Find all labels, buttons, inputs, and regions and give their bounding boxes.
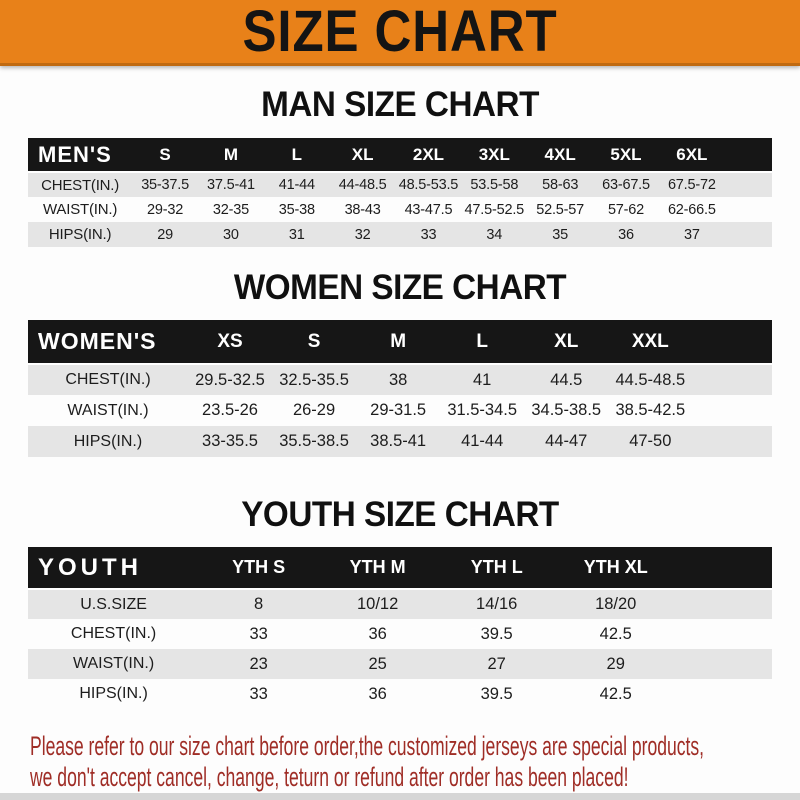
column-header: 3XL	[478, 144, 510, 164]
value-cell: 58-63	[542, 177, 579, 193]
column-header: 4XL	[544, 144, 576, 164]
value-cell: 36	[368, 684, 387, 703]
value-cell: 41-44	[461, 432, 504, 450]
header-spacer	[692, 320, 772, 364]
column-header: L	[291, 144, 302, 164]
youth-section-heading: YOUTH SIZE CHART	[241, 495, 559, 534]
value-cell: 31	[288, 226, 305, 243]
value-cell: 39.5	[480, 684, 513, 703]
women-size-table	[28, 320, 772, 457]
value-cell: 10/12	[357, 595, 399, 613]
value-cell: 32	[354, 226, 371, 243]
spacer-cell	[675, 619, 772, 649]
value-cell: 44.5-48.5	[615, 370, 686, 389]
value-cell: 29	[157, 226, 173, 243]
value-cell: 33-35.5	[202, 432, 258, 450]
table-row	[28, 172, 772, 197]
value-cell: 38.5-42.5	[615, 401, 686, 419]
charts-area	[0, 87, 800, 709]
value-cell: 33	[249, 624, 268, 643]
row-label-cell: WAIST(IN.)	[67, 401, 149, 419]
table-row	[28, 197, 772, 222]
column-header: M	[223, 144, 238, 164]
column-header: M	[390, 330, 407, 352]
row-label-cell: U.S.SIZE	[80, 595, 147, 613]
value-cell: 33	[420, 226, 437, 243]
spacer-cell	[675, 649, 772, 679]
value-cell: 29.5-32.5	[195, 370, 265, 389]
column-header: XXL	[631, 330, 669, 352]
footer-note	[30, 731, 800, 793]
value-cell: 47.5-52.5	[464, 201, 525, 218]
value-cell: 53.5-58	[470, 177, 519, 193]
table-body	[28, 364, 772, 457]
table-row	[28, 589, 772, 619]
value-cell: 36	[618, 226, 634, 243]
row-label-cell: HIPS(IN.)	[79, 685, 148, 702]
value-cell: 34	[486, 226, 503, 243]
value-cell: 57-62	[607, 201, 645, 218]
value-cell: 18/20	[595, 595, 637, 613]
table-title-cell: WOMEN'S	[38, 328, 157, 354]
bottom-strip	[0, 793, 800, 800]
value-cell: 36	[368, 624, 387, 643]
spacer-cell	[675, 589, 772, 619]
table-header	[28, 547, 772, 589]
value-cell: 35-38	[278, 201, 315, 218]
table-row	[28, 679, 772, 709]
value-cell: 34.5-38.5	[531, 401, 602, 419]
column-header: 2XL	[412, 144, 445, 164]
value-cell: 62-66.5	[667, 201, 716, 218]
value-cell: 33	[249, 684, 268, 703]
column-header: YTH M	[349, 557, 406, 577]
youth-size-table	[28, 547, 772, 709]
row-label-cell: WAIST(IN.)	[43, 201, 118, 218]
spacer-cell	[725, 222, 772, 247]
value-cell: 37	[683, 226, 700, 243]
value-cell: 47-50	[629, 432, 672, 450]
section-women	[0, 270, 800, 457]
banner	[0, 0, 800, 66]
table-row	[28, 619, 772, 649]
value-cell: 32.5-35.5	[279, 370, 349, 389]
row-label-cell: CHEST(IN.)	[65, 371, 151, 388]
spacer-cell	[725, 172, 772, 197]
table-header	[28, 138, 772, 172]
value-cell: 25	[368, 654, 387, 673]
value-cell: 35-37.5	[141, 177, 189, 193]
footer-note-text	[30, 731, 705, 793]
value-cell: 41	[473, 370, 492, 389]
value-cell: 52.5-57	[536, 201, 585, 218]
column-header: S	[307, 330, 321, 352]
spacer-cell	[692, 364, 772, 395]
spacer-cell	[675, 679, 772, 709]
value-cell: 23.5-26	[202, 401, 258, 419]
table-body	[28, 172, 772, 247]
value-cell: 35	[552, 226, 568, 243]
value-cell: 63-67.5	[602, 177, 650, 193]
women-section-heading: WOMEN SIZE CHART	[233, 268, 567, 307]
value-cell: 14/16	[476, 595, 518, 613]
value-cell: 39.5	[480, 624, 513, 643]
value-cell: 35.5-38.5	[279, 432, 349, 450]
value-cell: 38-43	[344, 201, 381, 218]
value-cell: 31.5-34.5	[447, 401, 518, 419]
section-men	[0, 87, 800, 247]
value-cell: 37.5-41	[207, 177, 255, 193]
column-header: L	[476, 330, 488, 352]
value-cell: 26-29	[292, 401, 336, 419]
spacer-cell	[692, 426, 772, 457]
footer-line-2: we don't accept cancel, change, teturn or refund after order has been placed!	[30, 762, 629, 792]
column-header: S	[159, 144, 171, 164]
men-size-table	[28, 138, 772, 247]
value-cell: 29	[606, 654, 625, 673]
section-youth	[0, 497, 800, 709]
column-header: XL	[554, 330, 579, 352]
column-header: XL	[351, 144, 374, 164]
men-section-heading: MAN SIZE CHART	[261, 85, 539, 124]
column-header: XS	[217, 330, 243, 352]
value-cell: 8	[254, 595, 264, 613]
value-cell: 42.5	[599, 624, 632, 643]
table-title-cell: MEN'S	[38, 141, 112, 167]
value-cell: 44.5	[550, 370, 583, 389]
table-row	[28, 395, 772, 426]
row-label-cell: CHEST(IN.)	[41, 176, 120, 194]
header-bar	[28, 320, 772, 364]
value-cell: 48.5-53.5	[398, 177, 459, 193]
row-label-cell: HIPS(IN.)	[73, 432, 143, 450]
header-bar	[28, 138, 772, 172]
table-header	[28, 320, 772, 364]
table-row	[28, 364, 772, 395]
spacer-cell	[692, 395, 772, 426]
value-cell: 44-48.5	[338, 177, 387, 193]
table-row	[28, 426, 772, 457]
page-title: SIZE CHART	[242, 0, 558, 64]
value-cell: 38	[388, 370, 408, 389]
value-cell: 29-31.5	[370, 401, 427, 419]
value-cell: 43-47.5	[404, 201, 453, 218]
header-spacer	[725, 138, 772, 172]
value-cell: 32-35	[212, 201, 249, 218]
value-cell: 27	[487, 654, 506, 673]
table-row	[28, 222, 772, 247]
row-label-cell: HIPS(IN.)	[48, 226, 112, 243]
value-cell: 41-44	[278, 177, 315, 193]
value-cell: 67.5-72	[667, 177, 716, 193]
column-header: YTH XL	[583, 557, 648, 577]
table-body	[28, 589, 772, 709]
table-row	[28, 649, 772, 679]
spacer-cell	[725, 197, 772, 222]
value-cell: 29-32	[147, 201, 184, 218]
value-cell: 38.5-41	[370, 432, 427, 450]
table-title-cell: YOUTH	[38, 553, 142, 581]
row-label-cell: WAIST(IN.)	[72, 655, 155, 672]
column-header: 6XL	[676, 144, 708, 164]
column-header: YTH S	[232, 557, 286, 577]
column-header: 5XL	[610, 144, 642, 164]
footer-line-1: Please refer to our size chart before order,the customized jerseys are special products,	[30, 731, 705, 761]
header-spacer	[675, 547, 772, 589]
row-label-cell: CHEST(IN.)	[70, 625, 157, 642]
value-cell: 23	[249, 654, 268, 673]
value-cell: 44-47	[545, 432, 588, 450]
header-bar	[28, 547, 772, 589]
value-cell: 42.5	[599, 684, 632, 703]
value-cell: 30	[223, 226, 239, 243]
column-header: YTH L	[470, 557, 523, 577]
